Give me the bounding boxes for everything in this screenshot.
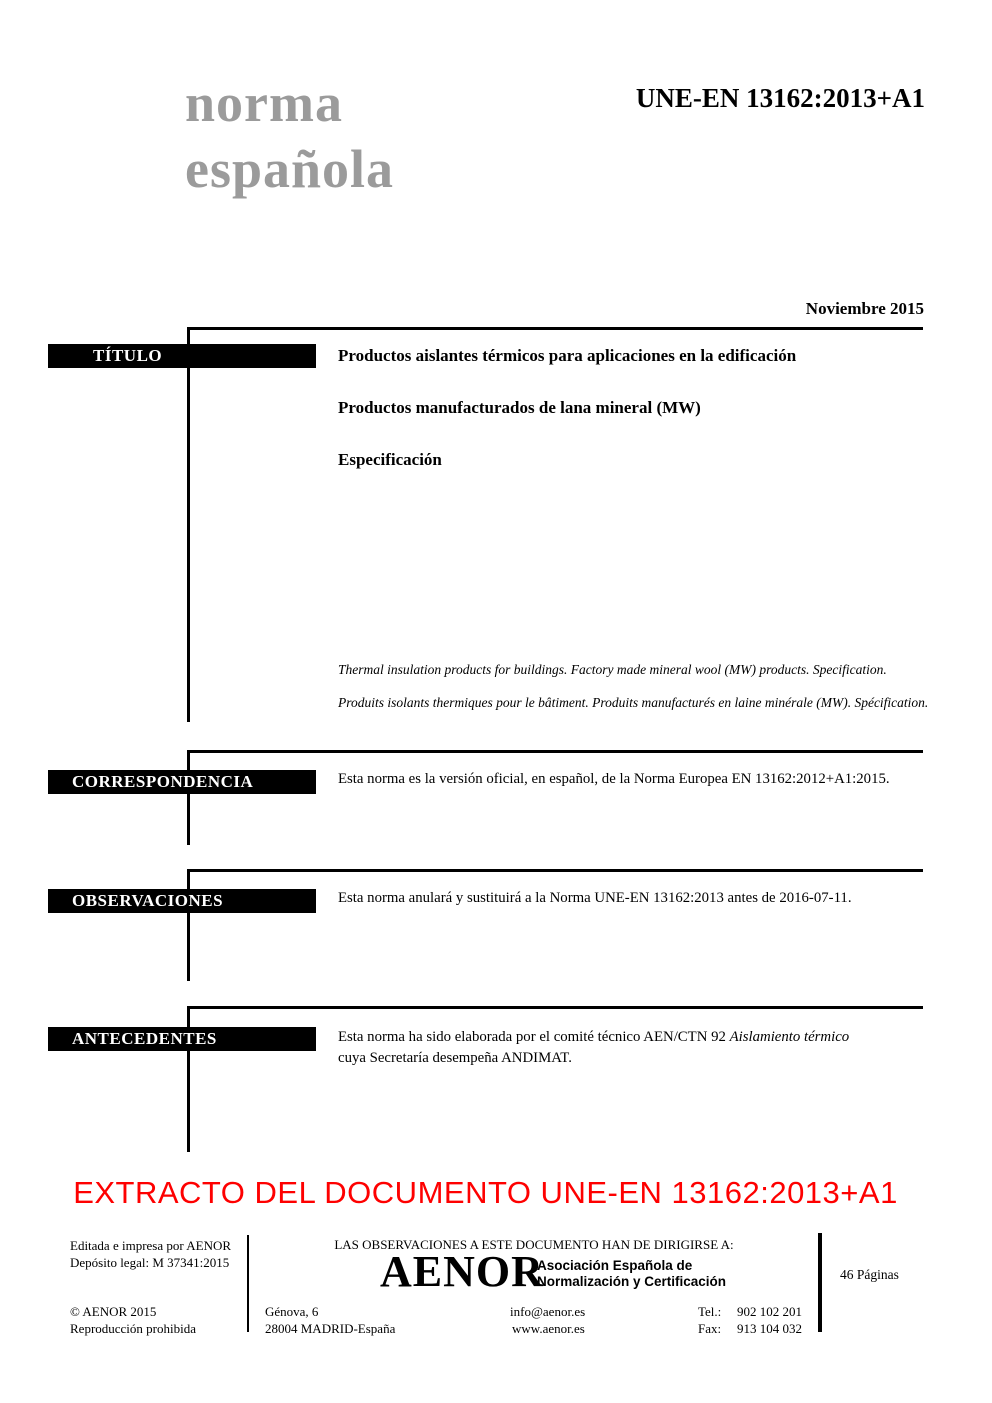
observaciones-left-rule [187,869,190,981]
antecedentes-label: ANTECEDENTES [72,1029,217,1048]
observaciones-label-bar [48,889,316,913]
antecedentes-line1-normal: Esta norma ha sido elaborada por el comité técnico AEN/CTN 92 [338,1029,730,1045]
antecedentes-text-line-1 [338,1027,926,1048]
footer-address-street: Génova, 6 [265,1304,319,1319]
title-line-2: Productos manufacturados de lana mineral (MW) [338,398,701,417]
title-line-3: Especificación [338,450,442,469]
logo-line-2: española [185,139,395,199]
document-code: UNE-EN 13162:2013+A1 [635,83,925,113]
correspondencia-left-rule [187,750,190,845]
aenor-logo: AENOR [380,1247,544,1296]
footer-fax-label: Fax: [698,1321,722,1336]
correspondencia-text: Esta norma es la versión oficial, en español, de la Norma Europea EN 13162:2012+A1:2015. [338,771,890,787]
correspondencia-label-bar [48,770,316,794]
norma-espanola-logo [185,70,394,202]
aenor-tagline [537,1258,726,1290]
footer-page-count: 46 Páginas [840,1267,899,1282]
observaciones-label: OBSERVACIONES [72,891,224,910]
extracto-notice: EXTRACTO DEL DOCUMENTO UNE-EN 13162:2013+A1 [73,1175,898,1210]
aenor-tagline-line-1: Asociación Española de [537,1258,693,1273]
titulo-left-rule [187,327,190,722]
correspondencia-label: CORRESPONDENCIA [72,772,254,791]
footer-email: info@aenor.es [510,1304,586,1319]
footer-tel-value: 902 102 201 [737,1304,802,1319]
observaciones-top-rule [187,869,923,872]
footer-website: www.aenor.es [512,1321,585,1336]
footer-address-city: 28004 MADRID-España [265,1321,396,1336]
footer-reproduction: Reproducción prohibida [70,1321,196,1336]
antecedentes-text-line-2: cuya Secretaría desempeña ANDIMAT. [338,1049,572,1066]
aenor-tagline-line-2: Normalización y Certificación [537,1274,727,1289]
logo-line-1: norma [185,73,343,133]
title-translation-en: Thermal insulation products for buildings. Factory made mineral wool (MW) products. Specification. [338,662,887,677]
antecedentes-text [338,1027,926,1068]
footer-right-divider [818,1233,822,1332]
titulo-label: TÍTULO [93,346,163,365]
footer-tel-label: Tel.: [698,1304,722,1319]
titulo-label-bar [48,344,316,368]
footer-legal-deposit: Depósito legal: M 37341:2015 [70,1255,230,1270]
antecedentes-label-bar [48,1027,316,1051]
footer-fax-value: 913 104 032 [737,1321,802,1336]
footer-copyright: © AENOR 2015 [70,1304,157,1319]
antecedentes-top-rule [187,1006,923,1009]
title-line-1: Productos aislantes térmicos para aplicaciones en la edificación [338,346,797,365]
title-translation-fr: Produits isolants thermiques pour le bâtiment. Produits manufacturés en laine minérale (MW). Spécification. [338,695,929,710]
footer-left-divider [247,1235,249,1332]
titulo-top-rule [187,327,923,330]
correspondencia-top-rule [187,750,923,753]
publication-date: Noviembre 2015 [805,299,924,318]
antecedentes-line1-italic: Aislamiento térmico [729,1029,850,1045]
observaciones-text: Esta norma anulará y sustituirá a la Norma UNE-EN 13162:2013 antes de 2016-07-11. [338,890,852,906]
footer-published-by: Editada e impresa por AENOR [70,1238,232,1253]
footer-observations-notice: LAS OBSERVACIONES A ESTE DOCUMENTO HAN DE DIRIGIRSE A: [334,1237,734,1252]
